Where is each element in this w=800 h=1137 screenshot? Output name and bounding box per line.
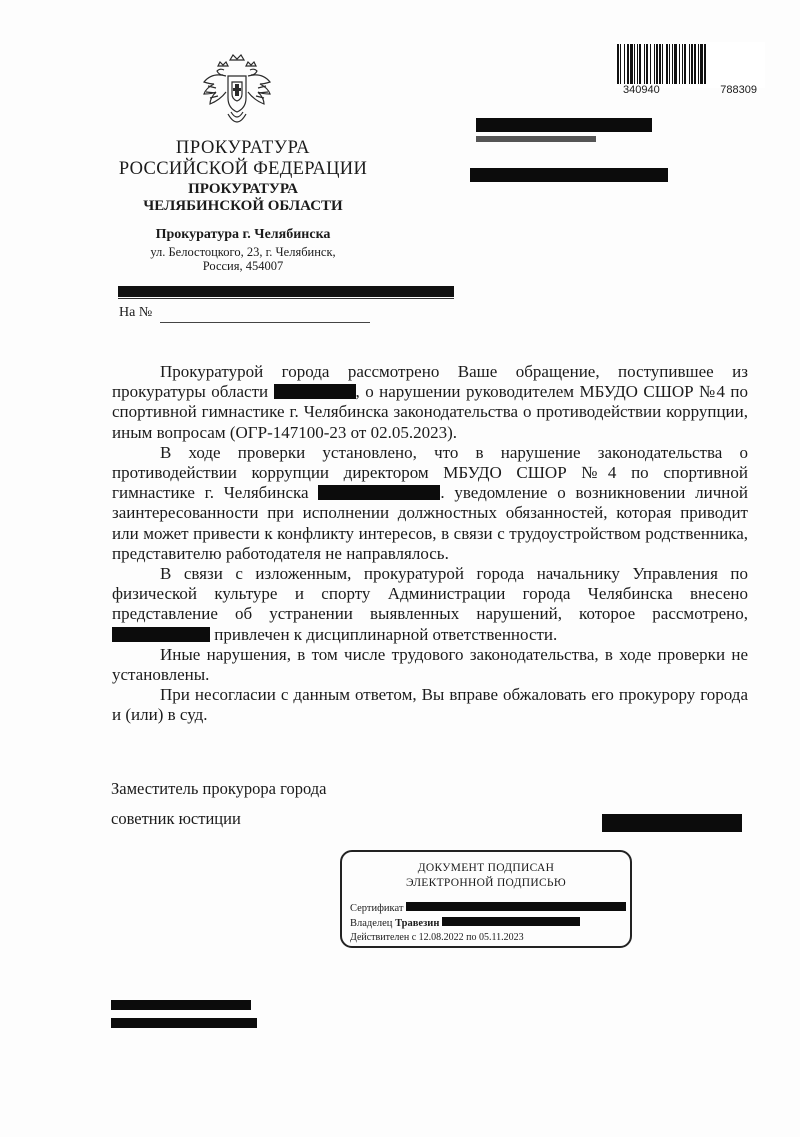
stamp-title-1: ДОКУМЕНТ ПОДПИСАН [417,862,555,874]
paragraph-2-b: . уведомление о возникновении личной заинтересованности при исполнении должностных обязанностей, которая приводит или может привести к конфликту интересов, в связи с трудоустройством родственника, представителю работодателя не направлялось. [112,483,748,563]
stamp-title-2: ЭЛЕКТРОННОЙ ПОДПИСЬЮ [406,877,566,889]
header-line-2: РОССИЙСКОЙ ФЕДЕРАЦИИ [118,158,368,179]
barcode-bar [700,44,703,84]
barcode-bar [624,44,625,84]
certificate-label: Сертификат [350,903,404,914]
stamp-validity-row: Действителен с 12.08.2022 по 05.11.2023 [350,932,524,943]
certificate-redaction [406,902,626,911]
barcode-bar [644,44,645,84]
barcode-left-number: 340940 [623,84,660,96]
russian-coat-of-arms-icon [200,52,274,130]
barcode-bar [627,44,629,84]
header-office: Прокуратура г. Челябинска [155,227,331,243]
paragraph-1 [112,362,748,443]
paragraph-1-a: Прокуратурой города рассмотрено Ваше обращение, поступившее из прокуратуры области [112,362,748,402]
barcode-bar [704,44,706,84]
stamp-owner-row [350,917,580,929]
letter-body [112,362,748,726]
recipient-name-redaction [476,118,652,132]
date-redaction [274,384,356,399]
barcode-bar [656,44,658,84]
paragraph-5: При несогласии с данным ответом, Вы вправе обжаловать его прокурору города и (или) в суд. [112,685,748,725]
header-line-1: ПРОКУРАТУРА [175,138,311,158]
ref-label: На № [119,305,153,320]
paragraph-3 [112,564,748,645]
stamp-certificate-row [350,902,626,914]
paragraph-1-b: , о нарушении руководителем МБУДО СШОР №4 по спортивной гимнастике г. Челябинска законодательства о противодействии коррупции, иным вопросам (ОГР-147100-23 от 02.05.2023). [112,382,748,442]
redaction-bar [118,286,454,297]
owner-name: Травезин [395,918,440,929]
executor-redaction-1 [111,1000,251,1010]
e-signature-stamp [340,850,632,948]
recipient-name-redaction-2 [476,136,596,142]
barcode-bar [679,44,680,84]
barcode-bar [689,44,690,84]
sender-header [112,138,374,273]
barcode-bar [698,44,699,84]
barcode-bar [694,44,696,84]
paragraph-3-a: В связи с изложенным, прокуратурой города начальнику Управления по физической культуре и спорту Администрации города Челябинска внесено представление об устранении выявленных нарушений, которое рассмотрено, [112,564,748,624]
barcode-bar [630,44,633,84]
owner-label: Владелец [350,918,393,929]
paragraph-2-a: В ходе проверки установлено, что в нарушение законодательства о противодействии коррупции директором МБУДО СШОР №4 по спортивной гимнастике г. Челябинска [112,442,748,503]
barcode-bar [650,44,651,84]
name-redaction [318,485,440,500]
paragraph-3-b: привлечен к дисциплинарной ответственности. [210,624,558,644]
barcode-bar [620,44,621,84]
barcode-right-number: 788309 [720,84,757,96]
header-address-1: ул. Белостоцкого, 23, г. Челябинск, [150,244,336,259]
paragraph-4: Иные нарушения, в том числе трудового законодательства, в ходе проверки не установлены. [112,644,748,685]
header-line-4: ЧЕЛЯБИНСКОЙ ОБЛАСТИ [143,198,343,215]
barcode-bar [659,44,661,84]
ref-underline [160,322,370,323]
barcode-bar [674,44,677,84]
header-line-3: ПРОКУРАТУРА [188,181,298,198]
barcode-bar [684,44,686,84]
signer-position: Заместитель прокурора города [111,779,327,798]
header-address-2: Россия, 454007 [202,258,284,273]
barcode-bar [669,44,670,84]
barcode-bar [637,44,638,84]
paragraph-2 [112,443,748,564]
name-redaction-2 [112,627,210,642]
barcode-bar [662,44,663,84]
barcode-bar [682,44,683,84]
signer-rank: советник юстиции [111,809,241,828]
barcode-bar [666,44,668,84]
owner-redaction [442,917,580,926]
barcode-bar [691,44,693,84]
recipient-email-redaction [470,168,668,182]
barcode-bar [654,44,655,84]
barcode-numbers [615,84,765,96]
signer-name-redaction [602,814,742,832]
barcode-bar [639,44,641,84]
barcode [615,42,765,88]
executor-redaction-2 [111,1018,257,1028]
barcode-bar [634,44,635,84]
registration-number [118,284,454,298]
barcode-bar [617,44,619,84]
registration-underline [118,298,454,299]
barcode-bar [646,44,648,84]
barcode-bar [672,44,673,84]
